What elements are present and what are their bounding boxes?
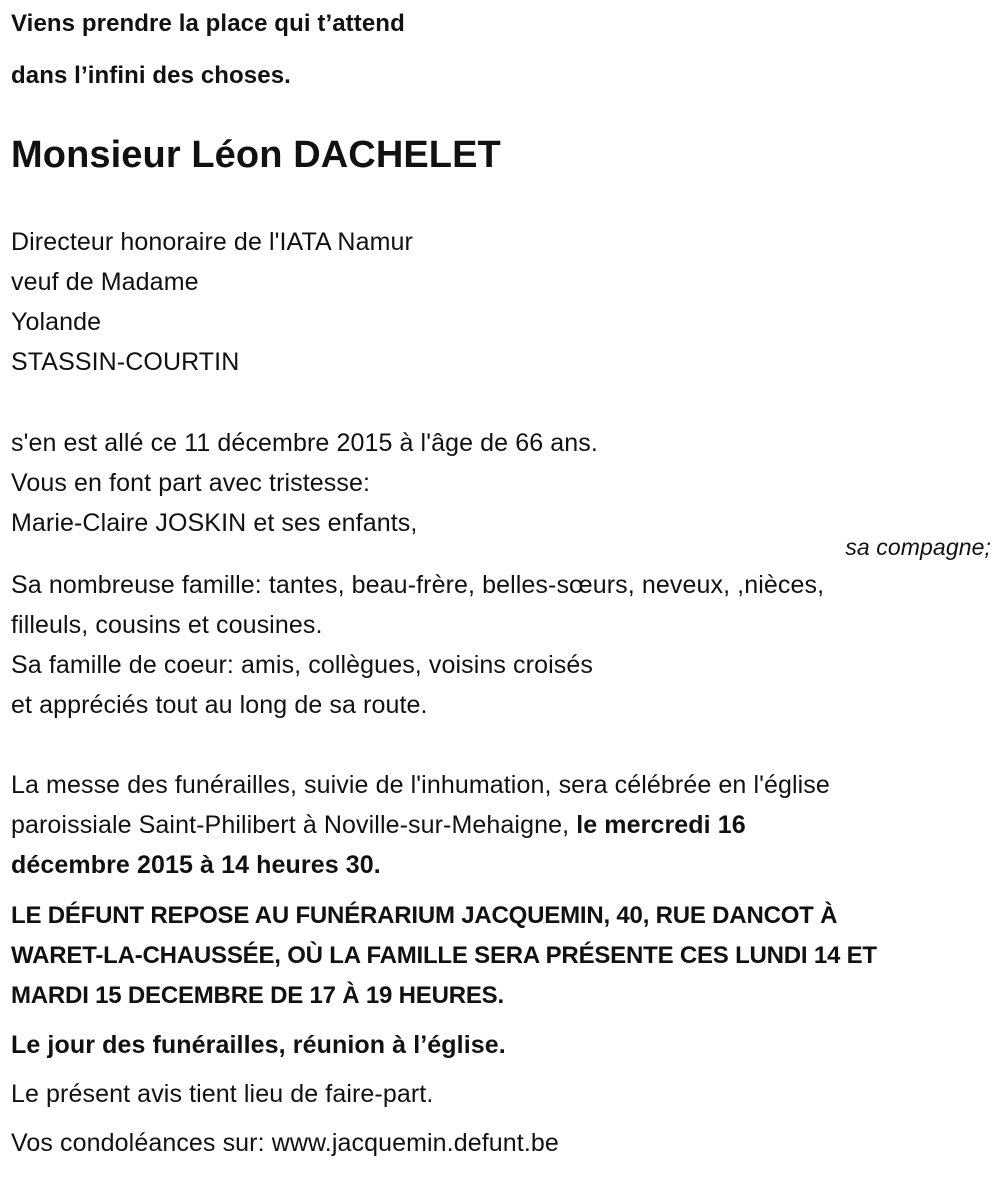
condolences-line	[11, 1129, 559, 1158]
condolences-label: Vos condoléances sur:	[11, 1129, 272, 1157]
announcement-line-1: s'en est allé ce 11 décembre 2015 à l'âge de 66 ans.	[11, 429, 598, 457]
visitation-line-1: LE DÉFUNT REPOSE AU FUNÉRARIUM JACQUEMIN, 40, RUE DANCOT À	[11, 902, 838, 929]
announcement-line-2: Vous en font part avec tristesse:	[11, 469, 371, 497]
funeral-date-time: décembre 2015 à 14 heures 30.	[11, 851, 381, 879]
funeral-line-2	[11, 811, 746, 840]
announcement-line-5: Sa nombreuse famille: tantes, beau-frère, belles-sœurs, neveux, ,nièces,	[11, 571, 825, 599]
condolences-url: www.jacquemin.defunt.be	[271, 1129, 559, 1157]
announcement-line-8: et appréciés tout au long de sa route.	[11, 691, 428, 719]
notice-text: Le présent avis tient lieu de faire-part.	[11, 1080, 434, 1108]
funeral-date-start: le mercredi 16	[576, 811, 746, 839]
details-line-3: Yolande	[11, 308, 102, 336]
announcement-line-3: Marie-Claire JOSKIN et ses enfants,	[11, 509, 418, 537]
announcement-line-6: filleuls, cousins et cousines.	[11, 611, 323, 639]
details-line-2: veuf de Madame	[11, 268, 199, 296]
funeral-line-1: La messe des funérailles, suivie de l'inhumation, sera célébrée en l'église	[11, 771, 830, 799]
details-line-4: STASSIN-COURTIN	[11, 348, 240, 376]
epigraph-line-1: Viens prendre la place qui t’attend	[11, 10, 405, 37]
funeral-location: paroissiale Saint-Philibert à Noville-sur-Mehaigne,	[11, 811, 577, 839]
announcement-companion: sa compagne;	[845, 534, 991, 560]
meeting-note: Le jour des funérailles, réunion à l’église.	[11, 1031, 506, 1059]
epigraph-line-2: dans l’infini des choses.	[11, 62, 291, 89]
deceased-name: Monsieur Léon DACHELET	[11, 134, 501, 176]
announcement-line-7: Sa famille de coeur: amis, collègues, voisins croisés	[11, 651, 593, 679]
details-line-1: Directeur honoraire de l'IATA Namur	[11, 228, 413, 256]
visitation-line-2: WARET-LA-CHAUSSÉE, OÙ LA FAMILLE SERA PRÉSENTE CES LUNDI 14 ET	[11, 942, 877, 969]
visitation-line-3: MARDI 15 DECEMBRE DE 17 À 19 HEURES.	[11, 982, 504, 1009]
